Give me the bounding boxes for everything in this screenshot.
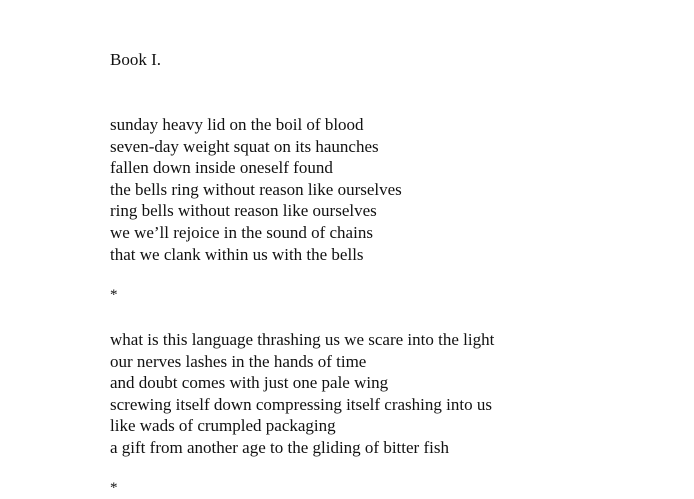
poem-line: what is this language thrashing us we scare into the light <box>110 330 495 349</box>
stanza-separator: * <box>110 480 118 496</box>
poem-line: like wads of crumpled packaging <box>110 416 336 436</box>
poem-line: and doubt comes with just one pale wing <box>110 373 389 393</box>
poem-line: that we clank within us with the bells <box>110 244 364 264</box>
poem-line: a gift from another age to the gliding of bitter fish <box>110 437 449 457</box>
poem-line: fallen down inside oneself found <box>110 158 333 178</box>
stanza-2 <box>110 329 494 459</box>
stanza-separator: * <box>110 287 118 303</box>
poem-line: ring bells without reason like ourselves <box>110 201 377 221</box>
book-heading: Book I. <box>110 50 161 69</box>
poem-line: the bells ring without reason like ourselves <box>110 179 402 199</box>
poem-line: sunday heavy lid on the boil of blood <box>110 115 364 134</box>
stanza-1 <box>110 114 402 265</box>
poem-line: seven-day weight squat on its haunches <box>110 136 379 156</box>
poem-line: screwing itself down compressing itself crashing into us <box>110 394 492 414</box>
poem-line: we we’ll rejoice in the sound of chains <box>110 222 373 242</box>
poem-line: our nerves lashes in the hands of time <box>110 351 367 371</box>
